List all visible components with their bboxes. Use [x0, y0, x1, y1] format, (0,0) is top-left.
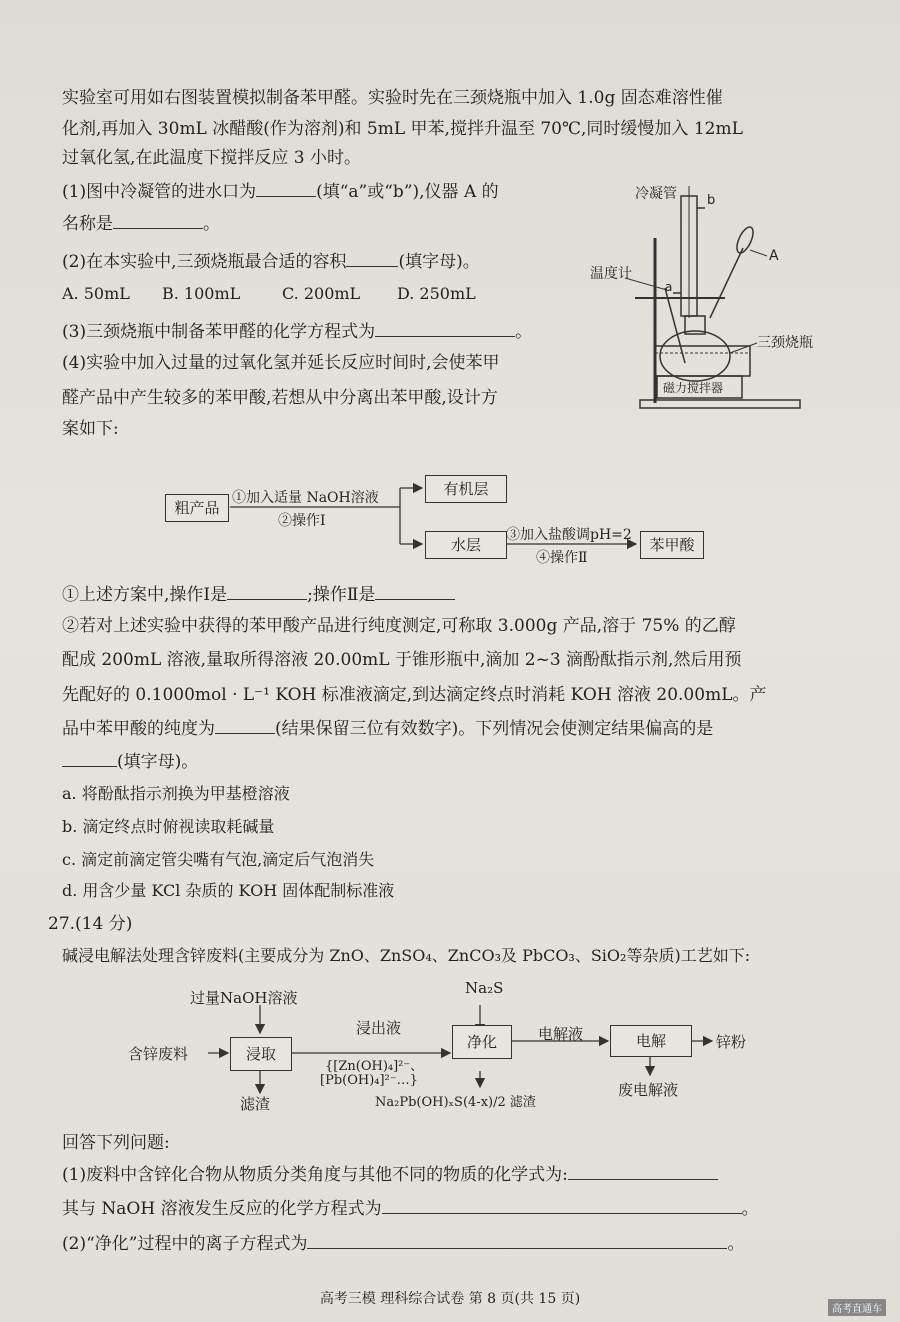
- flow1-step1: ①加入适量 NaOH溶液: [232, 490, 379, 506]
- q4b-text-4a: 品中苯甲酸的纯度为: [62, 719, 215, 739]
- q4a-blank-op1[interactable]: [227, 583, 307, 600]
- q1-line-2: [62, 212, 220, 235]
- label-na2s: Na₂S: [465, 979, 504, 997]
- label-naoh: 过量NaOH溶液: [190, 989, 298, 1007]
- answers-q2: (2)“净化”过程中的离子方程式为: [62, 1234, 308, 1254]
- box-aqueous-layer: 水层: [425, 531, 507, 559]
- q2-option-d: D. 250mL: [397, 284, 476, 303]
- q27-intro: 碱浸电解法处理含锌废料(主要成分为 ZnO、ZnSO₄、ZnCO₃及 PbCO₃、SiO₂等杂质)工艺如下:: [62, 946, 751, 965]
- box-benzoic-acid: 苯甲酸: [640, 531, 704, 559]
- q2-options: [62, 283, 497, 305]
- q4-line-3: 案如下:: [62, 419, 119, 439]
- label-ion2: [Pb(OH)₄]²⁻…}: [320, 1073, 418, 1088]
- q4-line-1: (4)实验中加入过量的过氧化氢并延长反应时间时,会使苯甲: [62, 353, 500, 373]
- label-condenser: 冷凝管: [635, 186, 677, 202]
- label-thermometer: 温度计: [590, 266, 632, 282]
- label-ion1: {[Zn(OH)₄]²⁻、: [325, 1059, 424, 1074]
- answers-blank-ionic[interactable]: [307, 1232, 727, 1249]
- q4b-blank-purity[interactable]: [215, 717, 275, 734]
- q2-option-a: A. 50mL: [62, 284, 130, 303]
- choice-c: c. 滴定前滴定管尖嘴有气泡,滴定后气泡消失: [62, 850, 375, 869]
- label-residue: 滤渣: [240, 1095, 271, 1113]
- stand-base: [640, 400, 800, 408]
- q1-text-b: (填“a”或“b”),仪器 A 的: [316, 182, 499, 202]
- q4b-line-2: 配成 200mL 溶液,量取所得溶液 20.00mL 于锥形瓶中,滴加 2~3 滴酚酞指示剂,然后用预: [62, 650, 742, 670]
- q3-text-b: 。: [515, 322, 533, 342]
- label-ppt: Na₂Pb(OH)ₓS(4-x)/2 滤渣: [375, 1095, 536, 1110]
- box-purify: 净化: [452, 1025, 512, 1059]
- thermometer: [665, 288, 685, 363]
- watermark: 高考直通车: [828, 1299, 886, 1316]
- process-flowchart: [120, 975, 780, 1115]
- q1-text-d: 。: [203, 214, 220, 234]
- label-b: b: [707, 193, 716, 208]
- intro-line-1: 实验室可用如右图装置模拟制备苯甲醛。实验时先在三颈烧瓶中加入 1.0g 固态难溶性催: [62, 88, 723, 108]
- answers-blank-equation[interactable]: [382, 1197, 742, 1214]
- label-zinc: 锌粉: [716, 1033, 747, 1051]
- box-leach: 浸取: [230, 1037, 292, 1071]
- q4b-blank-choice[interactable]: [62, 750, 117, 767]
- intro-line-2: 化剂,再加入 30mL 冰醋酸(作为溶剂)和 5mL 甲苯,搅拌升温至 70℃,同时缓慢加入 12mL: [62, 119, 743, 139]
- label-A: A: [769, 248, 779, 264]
- page-footer: 高考三模 理科综合试卷 第 8 页(共 15 页): [319, 1291, 581, 1307]
- answers-q2-line: [62, 1232, 744, 1255]
- q3-blank[interactable]: [375, 320, 515, 337]
- flow1-step2: ②操作Ⅰ: [278, 513, 326, 529]
- q2-text-a: (2)在本实验中,三颈烧瓶最合适的容积: [62, 252, 347, 272]
- apparatus-diagram: [585, 178, 825, 418]
- q4b-line-1: ②若对上述实验中获得的苯甲酸产品进行纯度测定,可称取 3.000g 产品,溶于 75% 的乙醇: [62, 616, 736, 636]
- choice-a: a. 将酚酞指示剂换为甲基橙溶液: [62, 784, 290, 803]
- funnel-tube: [710, 248, 743, 318]
- q4-line-2: 醛产品中产生较多的苯甲酸,若想从中分离出苯甲酸,设计方: [62, 388, 498, 408]
- pointer-a: [750, 250, 767, 256]
- three-neck-flask: [660, 331, 730, 381]
- q4b-line-5: [62, 750, 198, 773]
- answers-end-1: 。: [741, 1199, 759, 1219]
- q4a-line: [62, 583, 455, 606]
- q4b-text-4b: (结果保留三位有效数字)。下列情况会使测定结果偏高的是: [275, 719, 714, 739]
- q27-heading: 27.(14 分): [48, 914, 133, 934]
- q1-blank-inlet[interactable]: [256, 180, 316, 197]
- label-a: a: [665, 280, 673, 294]
- answers-q1b: 其与 NaOH 溶液发生反应的化学方程式为: [62, 1199, 382, 1219]
- q4a-blank-op2[interactable]: [375, 583, 455, 600]
- q2-option-b: B. 100mL: [162, 284, 241, 303]
- q1-text-a: (1)图中冷凝管的进水口为: [62, 182, 257, 202]
- answers-q1a: (1)废料中含锌化合物从物质分类角度与其他不同的物质的化学式为:: [62, 1165, 568, 1185]
- q4b-line-3: 先配好的 0.1000mol · L⁻¹ KOH 标准液滴定,到达滴定终点时消耗 KOH 溶液 20.00mL。产: [62, 685, 767, 705]
- q3-line: [62, 320, 532, 343]
- q2-blank[interactable]: [346, 250, 398, 267]
- box-crude-product: 粗产品: [165, 494, 229, 522]
- choice-b: b. 滴定终点时俯视读取耗碱量: [62, 817, 275, 836]
- flow1-step4: ④操作Ⅱ: [536, 550, 588, 566]
- q1-text-c: 名称是: [62, 214, 113, 234]
- box-organic-layer: 有机层: [425, 475, 507, 503]
- answers-q1-line1: [62, 1163, 718, 1186]
- q4b-line-4: [62, 717, 713, 740]
- flow1-step3: ③加入盐酸调pH=2: [506, 527, 632, 543]
- q2-text-b: (填字母)。: [398, 252, 480, 272]
- q3-text-a: (3)三颈烧瓶中制备苯甲醛的化学方程式为: [62, 322, 376, 342]
- label-flask: 三颈烧瓶: [757, 335, 813, 351]
- choice-d: d. 用含少量 KCl 杂质的 KOH 固体配制标准液: [62, 881, 395, 900]
- label-leachate: 浸出液: [356, 1019, 402, 1037]
- intro-line-3: 过氧化氢,在此温度下搅拌反应 3 小时。: [62, 148, 362, 168]
- pointer-flask: [730, 343, 757, 353]
- q1-blank-name[interactable]: [113, 212, 203, 229]
- q2-option-c: C. 200mL: [282, 284, 361, 303]
- label-stirrer: 磁力搅拌器: [663, 381, 724, 395]
- answers-title: 回答下列问题:: [62, 1133, 170, 1153]
- q4a-text-b: ;操作Ⅱ是: [307, 585, 376, 605]
- label-waste: 含锌废料: [128, 1045, 189, 1063]
- apparatus-svg: [585, 178, 825, 418]
- label-waste-electrolyte: 废电解液: [618, 1081, 679, 1099]
- separation-flowchart: [160, 470, 720, 570]
- q4a-text-a: ①上述方案中,操作Ⅰ是: [62, 585, 228, 605]
- q2-line: [62, 250, 480, 273]
- box-electrolysis: 电解: [610, 1025, 692, 1057]
- label-electrolyte: 电解液: [538, 1025, 584, 1043]
- q1-line-1: [62, 180, 499, 203]
- answers-q1-line2: [62, 1197, 759, 1220]
- answers-end-2: 。: [727, 1234, 745, 1254]
- answers-blank-formula[interactable]: [568, 1163, 718, 1180]
- q4b-text-5: (填字母)。: [117, 752, 199, 772]
